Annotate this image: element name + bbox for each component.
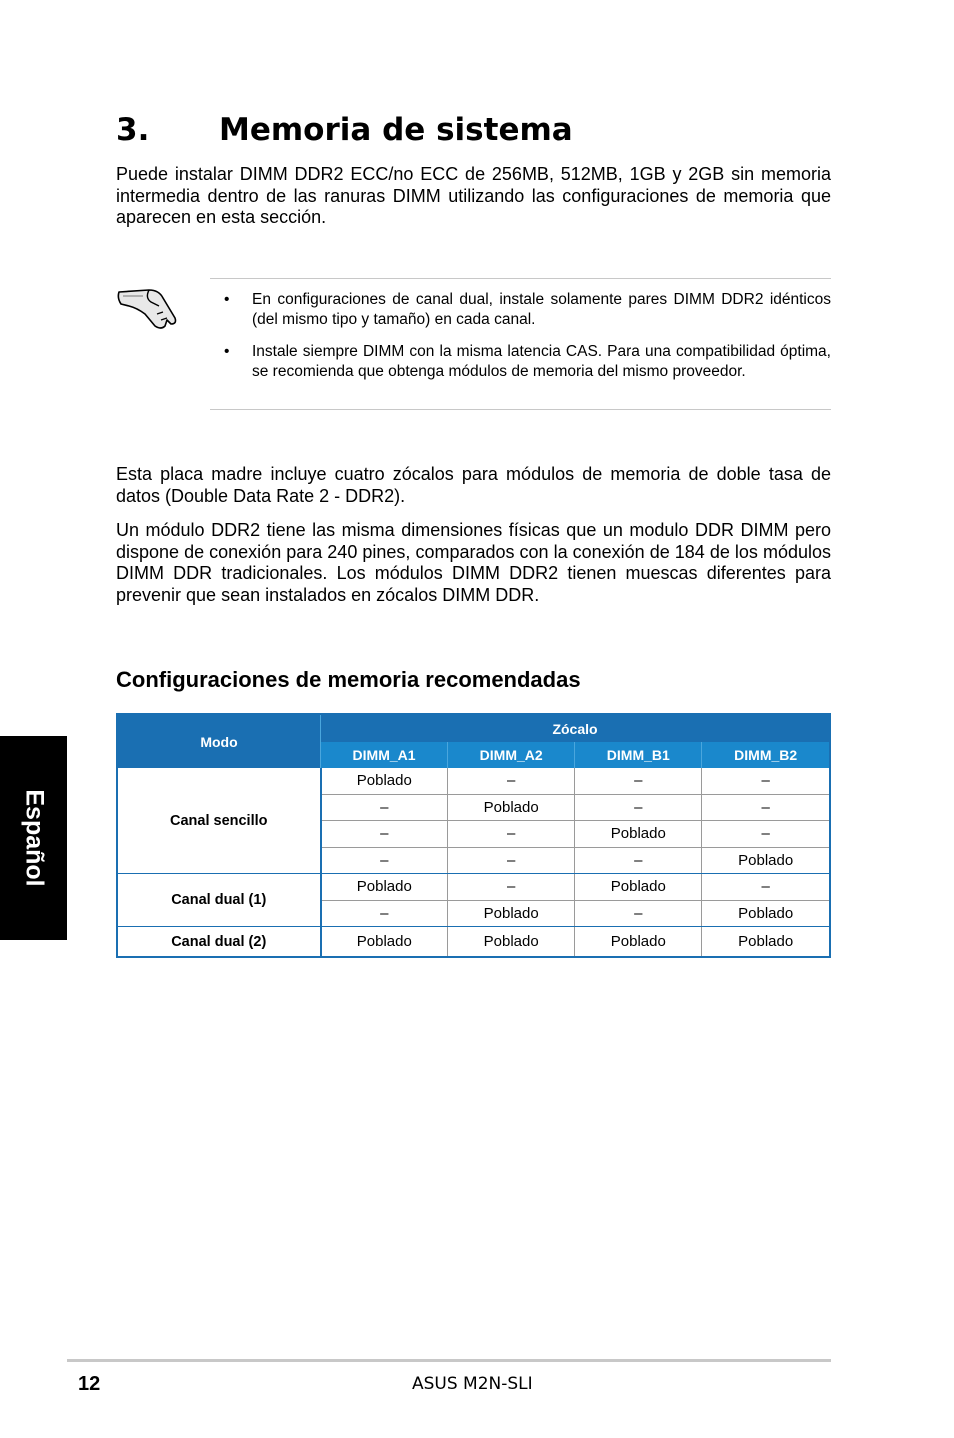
table-cell: Poblado [575, 927, 702, 958]
table-cell: – [321, 900, 448, 927]
bullet: • [224, 291, 230, 308]
section-number: 3. [116, 112, 150, 148]
memory-config-table [116, 713, 831, 958]
table-cell: Poblado [448, 927, 575, 958]
note-item [224, 342, 831, 381]
socket-header: Zócalo [321, 714, 831, 742]
table-cell: – [321, 794, 448, 821]
language-label: Español [20, 789, 48, 887]
intro-paragraph: Puede instalar DIMM DDR2 ECC/no ECC de 256MB, 512MB, 1GB y 2GB sin memoria intermedia dentro de las ranuras DIMM utilizando las configuraciones de memoria que aparecen en esta sección. [116, 164, 831, 227]
column-header: DIMM_B2 [702, 742, 830, 768]
table-row [117, 927, 830, 958]
note-item [224, 290, 831, 329]
table-cell: – [448, 847, 575, 874]
table-cell: – [575, 847, 702, 874]
table-cell: Poblado [575, 874, 702, 901]
table-cell: Poblado [321, 874, 448, 901]
table-cell: – [321, 847, 448, 874]
mode-cell: Canal sencillo [117, 768, 321, 874]
table-cell: Poblado [448, 794, 575, 821]
table-cell: – [321, 821, 448, 848]
table-cell: – [575, 900, 702, 927]
column-header: DIMM_B1 [575, 742, 702, 768]
bullet: • [224, 343, 230, 360]
table-cell: Poblado [321, 927, 448, 958]
page-number: 12 [78, 1373, 101, 1395]
table-cell: Poblado [702, 847, 830, 874]
section-title-text: Memoria de sistema [219, 112, 573, 148]
mode-cell: Canal dual (2) [117, 927, 321, 958]
note-item-text: Instale siempre DIMM con la misma latencia CAS. Para una compatibilidad óptima, se recomienda que obtenga módulos de memoria del mismo proveedor. [252, 343, 831, 380]
note-item-text: En configuraciones de canal dual, instale solamente pares DIMM DDR2 idénticos (del mismo tipo y tamaño) en cada canal. [252, 291, 831, 328]
table-row [117, 768, 830, 794]
table-cell: Poblado [702, 900, 830, 927]
table-cell: – [575, 794, 702, 821]
table-cell: – [702, 874, 830, 901]
table-cell: – [448, 768, 575, 794]
table-cell: Poblado [575, 821, 702, 848]
column-header: DIMM_A2 [448, 742, 575, 768]
table-cell: – [575, 768, 702, 794]
table-cell: Poblado [702, 927, 830, 958]
body-paragraph: Un módulo DDR2 tiene las misma dimensiones físicas que un modulo DDR DIMM pero dispone de conexión para 240 pines, comparados con la conexión de 184 de los módulos DIMM DDR tradicionales. Los módulos DIMM DDR2 tienen muescas diferentes para prevenir que sean instalados en zócalos DIMM DDR. [116, 520, 831, 605]
hand-pointing-icon [115, 284, 179, 332]
table-cell: – [448, 874, 575, 901]
table-row [117, 874, 830, 901]
footer-divider [67, 1359, 831, 1362]
table-cell: – [448, 821, 575, 848]
table-cell: – [702, 768, 830, 794]
footer-product: ASUS M2N-SLI [412, 1374, 533, 1394]
table-cell: Poblado [448, 900, 575, 927]
body-paragraph: Esta placa madre incluye cuatro zócalos para módulos de memoria de doble tasa de datos (Double Data Rate 2 - DDR2). [116, 464, 831, 506]
mode-header: Modo [117, 714, 321, 768]
mode-cell: Canal dual (1) [117, 874, 321, 927]
table-cell: – [702, 821, 830, 848]
language-side-tab [0, 736, 67, 940]
note-box [210, 278, 831, 410]
subheading: Configuraciones de memoria recomendadas [116, 667, 581, 692]
section-title [116, 112, 573, 148]
table-cell: – [702, 794, 830, 821]
table-cell: Poblado [321, 768, 448, 794]
column-header: DIMM_A1 [321, 742, 448, 768]
